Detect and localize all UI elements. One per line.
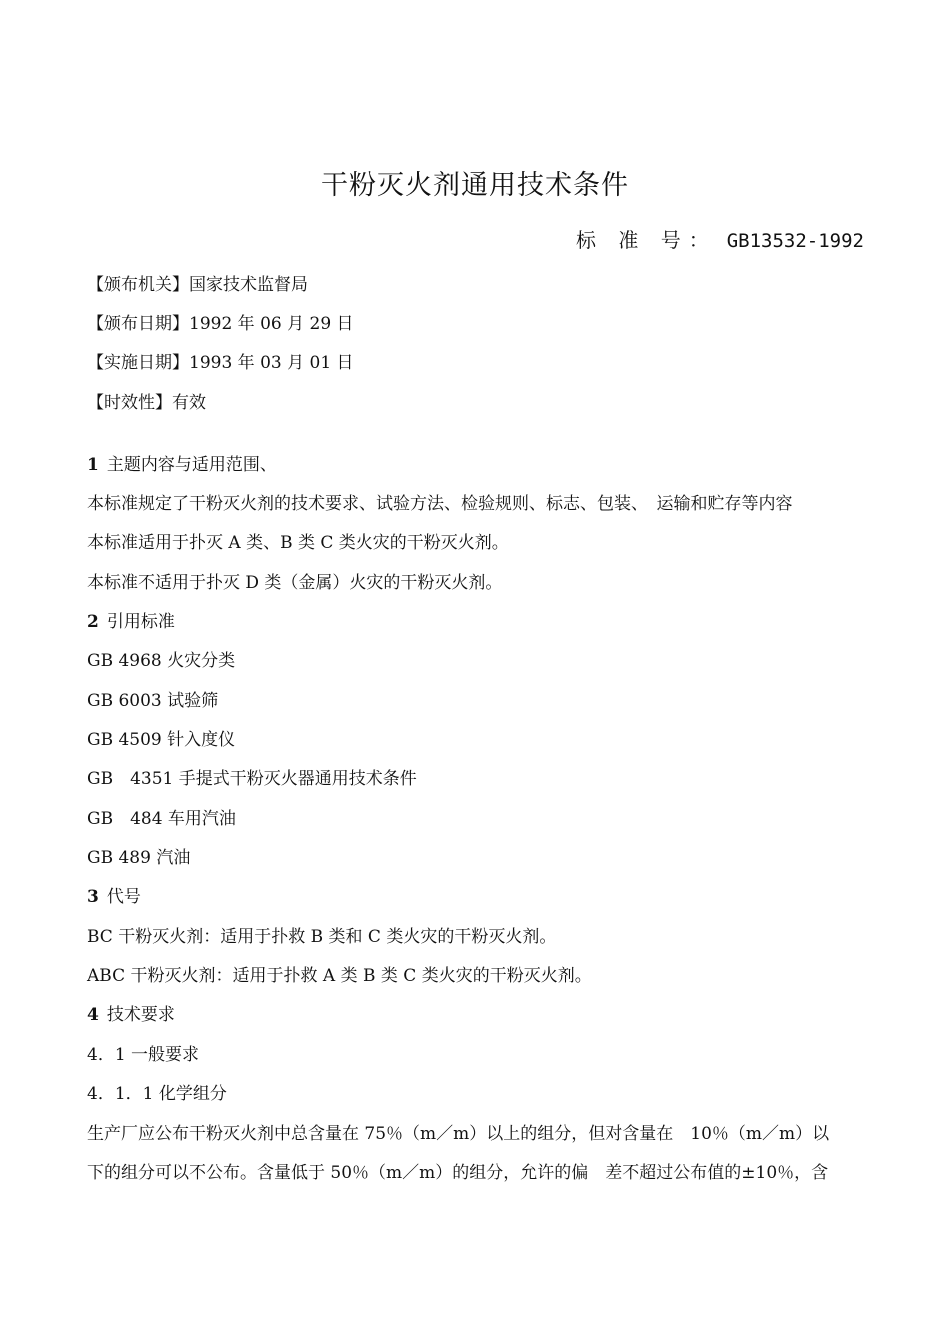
section-1-paragraph: 本标准规定了干粉灭火剂的技术要求、试验方法、检验规则、标志、包装、 运输和贮存等内容 bbox=[87, 494, 793, 514]
section-2-title: 引用标准 bbox=[106, 612, 175, 632]
subsection-4-1-1: 4．1．1 化学组分 bbox=[87, 1084, 227, 1104]
section-4-heading bbox=[87, 1004, 175, 1026]
subsection-4-1: 4．1 一般要求 bbox=[87, 1045, 200, 1065]
section-4-number: 4 bbox=[87, 1005, 99, 1025]
section-1-heading bbox=[87, 454, 277, 476]
section-1-number: 1 bbox=[87, 455, 99, 475]
standard-number-label: 标 准 号： bbox=[576, 228, 717, 252]
reference-item: GB 484 车用汽油 bbox=[87, 809, 236, 829]
section-1-paragraph: 本标准不适用于扑灭 D 类（金属）火灾的干粉灭火剂。 bbox=[87, 573, 503, 593]
reference-item: GB 6003 试验筛 bbox=[87, 691, 219, 711]
section-1-paragraph: 本标准适用于扑灭 A 类、B 类 C 类火灾的干粉灭火剂。 bbox=[87, 533, 509, 553]
meta-validity: 【时效性】有效 bbox=[87, 393, 206, 413]
subsection-4-1-1-paragraph: 下的组分可以不公布。含量低于 50％（m／m）的组分，允许的偏 差不超过公布值的±10％，含 bbox=[87, 1163, 829, 1183]
meta-issuer: 【颁布机关】国家技术监督局 bbox=[87, 275, 308, 295]
section-3-number: 3 bbox=[87, 887, 99, 907]
reference-item: GB 4351 手提式干粉灭火器通用技术条件 bbox=[87, 769, 417, 789]
section-2-number: 2 bbox=[87, 612, 99, 632]
document-title: 干粉灭火剂通用技术条件 bbox=[321, 170, 629, 201]
reference-item: GB 4509 针入度仪 bbox=[87, 730, 236, 750]
section-2-heading bbox=[87, 611, 175, 633]
standard-number-value: GB13532-1992 bbox=[726, 230, 864, 252]
subsection-4-1-1-paragraph: 生产厂应公布干粉灭火剂中总含量在 75％（m／m）以上的组分，但对含量在 10％（m／m）以 bbox=[87, 1124, 830, 1144]
section-3-paragraph: BC 干粉灭火剂：适用于扑救 B 类和 C 类火灾的干粉灭火剂。 bbox=[87, 927, 557, 947]
standard-number bbox=[576, 224, 864, 253]
meta-effective-date: 【实施日期】1993 年 03 月 01 日 bbox=[87, 353, 354, 373]
section-3-paragraph: ABC 干粉灭火剂：适用于扑救 A 类 B 类 C 类火灾的干粉灭火剂。 bbox=[87, 966, 592, 986]
section-3-heading bbox=[87, 886, 141, 908]
section-3-title: 代号 bbox=[106, 887, 141, 907]
section-4-title: 技术要求 bbox=[106, 1005, 175, 1025]
reference-item: GB 4968 火灾分类 bbox=[87, 651, 236, 671]
reference-item: GB 489 汽油 bbox=[87, 848, 191, 868]
meta-issue-date: 【颁布日期】1992 年 06 月 29 日 bbox=[87, 314, 354, 334]
section-1-title: 主题内容与适用范围、 bbox=[106, 455, 277, 475]
